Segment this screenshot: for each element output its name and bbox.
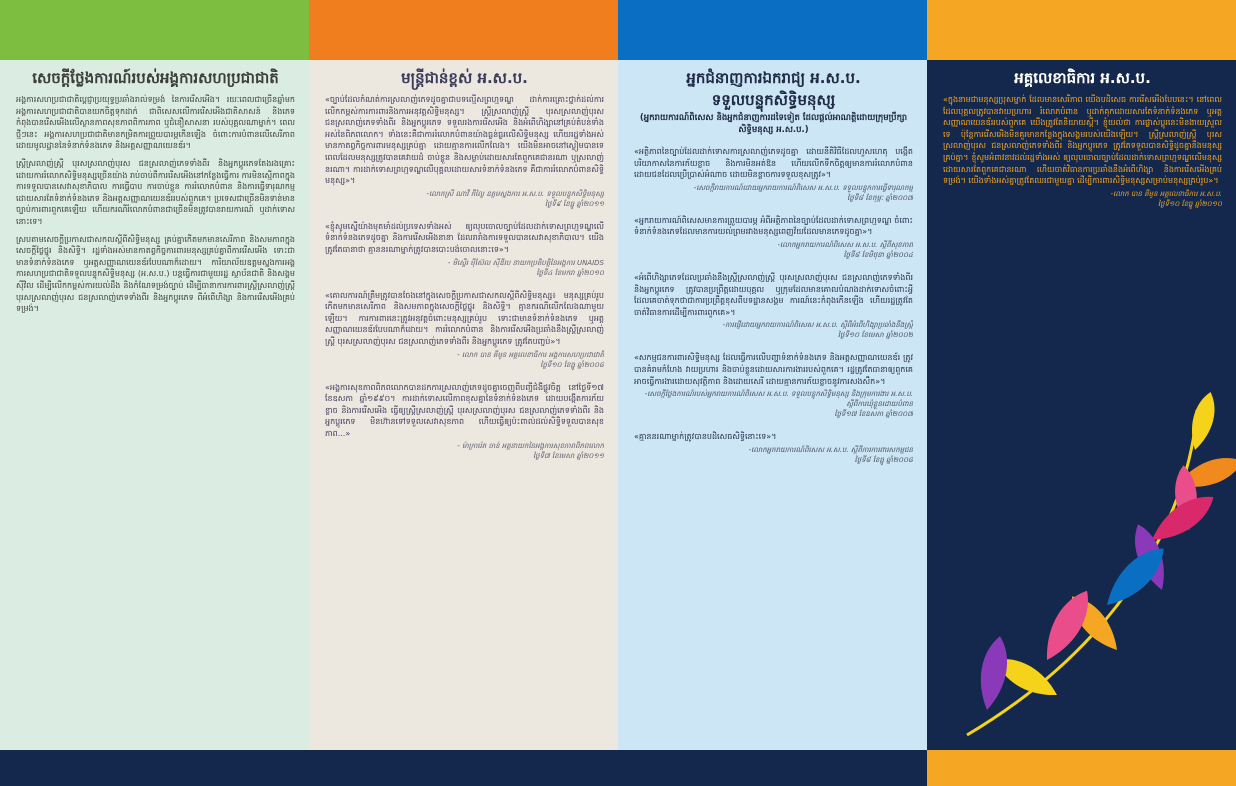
attribution-date: ថ្ងៃទី៨ ខែធ្នូ ឆ្នាំ២០០៨	[854, 455, 913, 464]
panel-independent-experts	[618, 0, 927, 786]
quote-text: «ខ្ញុំសូមស្នើយ៉ាងមុតមាំដល់ប្រទេសទាំងអស់ ឲ្យលុបចោលច្បាប់ដែលដាក់ទោសព្រហ្មទណ្ឌលើទំនាក់ទំនងភេទដូចគ្នា និងការរើសអើងនានា ដែលរារាំងការទទួលបានសេវាសុខាភិបាល។ យើងត្រូវតែធានាថា គ្មាននរណាម្នាក់ត្រូវបានបោះបង់ចោលនោះទេ»។	[325, 221, 604, 254]
attribution-name: -សេចក្ដីថ្លែងការណ៍របស់អ្នករាយការណ៍ពិសេស អ.ស.ប. ទទួលបន្ទុកសិទ្ធិមនុស្ស និងក្រុមការងារ អ.ស.ប. ស្ដីពីការឃុំខ្លួនដោយបំពាន	[644, 390, 913, 409]
quote-text: «គោលការណ៍ត្រឹមត្រូវបានចែងនៅក្នុងសេចក្ដីប្រកាសជាសកលស្ដីពីសិទ្ធិមនុស្ស៖ មនុស្សគ្រប់រូបកើតមកមានសេរីភាព និងសមភាពក្នុងសេចក្ដីថ្លៃថ្នូរ និងសិទ្ធិ។ គ្មានករណីលើកលែងណាមួយឡើយ។ ការការពារនេះត្រូវអនុវត្តចំពោះមនុស្សគ្រប់រូប ទោះជាមានទំនាក់ទំនងភេទ ឬអត្តសញ្ញាណយេនឌ័របែបណាក៏ដោយ។ ការរំលោភបំពាន និងការរើសអើងប្រឆាំងនឹងស្ត្រីស្រលាញ់ស្ត្រី បុរសស្រលាញ់បុរស ជនស្រលាញ់ភេទទាំងពីរ និងអ្នកប្ដូរភេទ ត្រូវតែបញ្ចប់»។	[325, 290, 604, 346]
paragraph: ស្របតាមសេចក្ដីប្រកាសជាសកលស្ដីពីសិទ្ធិមនុស្ស គ្រប់គ្នាកើតមកមានសេរីភាព និងសមភាពក្នុងសេចក្ដីថ្លៃថ្នូរ និងសិទ្ធិ។ រដ្ឋទាំងអស់មានកាតព្វកិច្ចការពារមនុស្សគ្រប់គ្នាពីការរើសអើង ទោះជាមានទំនាក់ទំនងភេទ ឬអត្តសញ្ញាណយេនឌ័របែបណាក៏ដោយ។ ការិយាល័យឧត្ដមស្នងការអង្គការសហប្រជាជាតិទទួលបន្ទុកសិទ្ធិមនុស្ស (អ.ស.ប.) បន្តធ្វើការជាមួយរដ្ឋ ស្ថាប័នជាតិ និងសង្គមស៊ីវិល ដើម្បីលើកកម្ពស់ការយល់ដឹង និងកំណែទម្រង់ច្បាប់ ដើម្បីធានាការការពារស្ត្រីស្រលាញ់ស្ត្រី បុរសស្រលាញ់បុរស ជនស្រលាញ់ភេទទាំងពីរ និងអ្នកប្ដូរភេទ ពីអំពើហិង្សា និងការរើសអើងគ្រប់ទម្រង់។	[16, 234, 295, 314]
panel-content	[943, 68, 1222, 746]
attribution-name: -លោកស្រី ណាវី ភីល្លៃ ឧត្ដមស្នងការ អ.ស.ប. ទទួលបន្ទុកសិទ្ធិមនុស្ស	[426, 189, 604, 198]
attribution-date: ថ្ងៃទី១០ ខែធ្នូ ឆ្នាំ២០០៨	[540, 360, 604, 369]
attribution-date: ថ្ងៃទី១៧ ខែឧសភា ឆ្នាំ២០០៧	[834, 410, 913, 419]
quote-text: «សកម្មជនការពារសិទ្ធិមនុស្ស ដែលធ្វើការលើបញ្ហាទំនាក់ទំនងភេទ និងអត្តសញ្ញាណយេនឌ័រ ត្រូវបានគំរាមកំហែង វាយប្រហារ និងចាប់ខ្លួនដោយសារការងាររបស់ពួកគេ។ រដ្ឋត្រូវតែធានាឲ្យពួកគេអាចធ្វើការងារដោយសុវត្ថិភាព និងដោយសេរី ដោយគ្មានការភ័យខ្លាចនូវការសងសឹក»។	[634, 353, 913, 386]
attribution-name: -លោកអ្នករាយការណ៍ពិសេស អ.ស.ប. ស្ដីពីសុខភាព	[777, 240, 913, 249]
top-color-bar-green	[0, 0, 309, 60]
paragraph: អង្គការសហប្រជាជាតិប្ដេជ្ញាប្រយុទ្ធប្រឆាំងរាល់ទម្រង់ នៃការរើសអើង។ រយៈពេលជាច្រើនឆ្នាំមក អង្គការសហប្រជាជាតិបានយកចិត្តទុកដាក់ ជាពិសេសលើការរើសអើងជាតិសាសន៍ និងភេទ កំពុងបានរើសអើងលើស្ថានភាពសុខភាពពិការភាព ឬជំនឿសាសនា របស់បុគ្គលណាម្នាក់។ ពេលថ្មីៗនេះ អង្គការសហប្រជាជាតិមានកម្រិតការព្រួយបារម្ភកើនឡើង ចំពោះការបំពានលើសេរីភាពដោយមូលដ្ឋាននៃទំនាក់ទំនងភេទ និងអត្តសញ្ញាណយេនឌ័រ។	[16, 95, 295, 151]
attribution-name: - ម៉ាក្រារ៉េត ចាន់ អគ្គនាយកនៃអង្គការសុខភាពពិភពលោក	[457, 442, 604, 451]
panel-content	[16, 68, 295, 746]
panel-title: សេចក្ដីថ្លែងការណ៍របស់អង្គការសហប្រជាជាតិ	[32, 69, 279, 87]
top-color-bar-amber	[927, 0, 1236, 60]
quote-attribution	[634, 445, 913, 465]
bottom-color-bar-navy	[0, 750, 309, 786]
quote-text: «អំពើហិង្សាភេទដែលប្រឆាំងនឹងស្ត្រីស្រលាញ់ស្ត្រី បុរសស្រលាញ់បុរស ជនស្រលាញ់ភេទទាំងពីរ និងអ្នកប្ដូរភេទ ត្រូវបានប្រព្រឹត្តដោយបុគ្គល ឬក្រុមដែលមានគោលបំណងដាក់ទោសចំពោះអ្វីដែលគេចាត់ទុកថាជាការប្រព្រឹត្តខុសពីបទដ្ឋានសង្គម ការណ៍នេះកំពុងកើនឡើង ហើយរដ្ឋត្រូវតែចាត់វិធានការដើម្បីការពារពួកគេ»។	[634, 272, 913, 317]
quote-text: «ក្នុងនាមជាមនុស្សប្រុសម្នាក់ ដែលមានសេរីភាព យើងបដិសេធ ការរើសអើងបែបនេះ។ នៅពេលដែលបុគ្គលត្រូវបានវាយប្រហារ រំលោភបំពាន ឬដាក់គុកដោយសារតែទំនាក់ទំនងភេទ ឬអត្តសញ្ញាណយេនឌ័ររបស់ពួកគេ យើងត្រូវតែនិយាយស្ដី។ ខ្ញុំយល់ថា ការផ្លាស់ប្ដូរនេះមិនងាយស្រួលទេ ប៉ុន្តែការរើសអើងមិនគួរមានកន្លែងក្នុងសង្គមរបស់យើងឡើយ។ ស្ត្រីស្រលាញ់ស្ត្រី បុរសស្រលាញ់បុរស ជនស្រលាញ់ភេទទាំងពីរ និងអ្នកប្ដូរភេទ ត្រូវតែទទួលបានសិទ្ធិដូចគ្នានឹងមនុស្សគ្រប់គ្នា។ ខ្ញុំសូមអំពាវនាវដល់រដ្ឋទាំងអស់ ឲ្យលុបចោលច្បាប់ដែលដាក់ទោសព្រហ្មទណ្ឌលើមនុស្សដោយសារតែពួកគេជានរណា ហើយចាត់វិធានការប្រឆាំងនឹងអំពើហិង្សា និងការរើសអើងគ្រប់ទម្រង់។ យើងទាំងអស់គ្នាត្រូវតែឈរជាមួយគ្នា ដើម្បីការពារសិទ្ធិមនុស្សសម្រាប់មនុស្សគ្រប់រូប»។	[943, 95, 1222, 186]
panel-senior-officials	[309, 0, 618, 786]
quote-attribution	[634, 240, 913, 260]
top-color-bar-orange	[309, 0, 618, 60]
quote-text: «គ្មាននរណាម្នាក់ត្រូវបានបដិសេធសិទ្ធិនោះទេ»។	[634, 432, 777, 442]
attribution-date: ថ្ងៃទី១០ ខែមេសា ឆ្នាំ២០០២	[837, 331, 913, 340]
bottom-color-bar-navy	[309, 750, 618, 786]
panel-content	[325, 68, 604, 746]
top-color-bar-blue	[618, 0, 927, 60]
attribution-name: -សេចក្ដីរាយការណ៍ដោយអ្នករាយការណ៍ពិសេស អ.ស.ប. ទទួលបន្ទុកការធ្វើទារុណកម្ម	[693, 183, 913, 192]
panel-content	[634, 68, 913, 746]
panel-secretary-general	[927, 0, 1236, 786]
quote-attribution	[634, 183, 913, 203]
attribution-name: - លោក បាន គីមូន អគ្គលេខាធិការ អង្គការសហប្រជាជាតិ	[457, 350, 604, 359]
panel-title-line1: អ្នកជំនាញការឯករាជ្យ អ.ស.ប.	[686, 69, 861, 87]
attribution-date: ថ្ងៃទី៩ ខែធ្នូ ឆ្នាំ២០១១	[544, 199, 604, 208]
bottom-color-bar-amber	[927, 750, 1236, 786]
quote-attribution	[325, 350, 604, 370]
quote-attribution	[325, 189, 604, 209]
attribution-name: -លោក បាន គីមូន អគ្គលេខាធិការ អ.ស.ប.	[1110, 189, 1222, 198]
panel-title: មន្ត្រីជាន់ខ្ពស់ អ.ស.ប.	[401, 69, 528, 87]
panel-un-statement	[0, 0, 309, 786]
panel-title-line2: ទទួលបន្ទុកសិទ្ធិមនុស្ស	[711, 91, 836, 109]
quote-text: «អត្ថិភាពនៃច្បាប់ដែលដាក់ទោសការស្រលាញ់ភេទដូចគ្នា ដោយនីតិវិធីដែលហួសហេតុ បង្កើតបរិយាកាសនៃការភ័យខ្លាច និងការមិនអត់ឱន ហើយលើកទឹកចិត្តឲ្យមានការរំលោភបំពានដោយជនដែលប្រើប្រាស់អំណាច ដោយមិនខ្លាចការទទួលខុសត្រូវ»។	[634, 147, 913, 180]
quote-attribution	[325, 258, 604, 278]
attribution-date: ថ្ងៃទី៧ ខែមេសា ឆ្នាំ២០១១	[532, 452, 604, 461]
paragraph: ស្ត្រីស្រលាញ់ស្ត្រី បុរសស្រលាញ់បុរស ជនស្រលាញ់ភេទទាំងពីរ និងអ្នកប្ដូរភេទតែងរងគ្រោះដោយការរំលោភសិទ្ធិមនុស្សច្រើនយ៉ាង រាប់ចាប់ពីការរើសអើងនៅកន្លែងធ្វើការ ការមិនស្មើភាពក្នុងការទទួលបានសេវាសុខាភិបាល ការធ្វើបាប ការចាប់ខ្លួន ការរំលោភបំពាន និងការធ្វើទារុណកម្មដោយសារតែទំនាក់ទំនងភេទ និងអត្តសញ្ញាណយេនឌ័ររបស់ពួកគេ។ ប្រទេសជាច្រើនមិនទាន់មានច្បាប់ការពារពួកគេឡើយ ហើយករណីរំលោភបំពានជាច្រើនមិនត្រូវបានរាយការណ៍ ឬដាក់ទោសនោះទេ។	[16, 158, 295, 226]
quote-attribution	[325, 441, 604, 461]
attribution-name: -ការផ្ញើដោយអ្នករាយការណ៍ពិសេស អ.ស.ប. ស្ដីពីអំពើហិង្សាប្រឆាំងនឹងស្ត្រី	[722, 321, 913, 330]
panel-subtitle: (អ្នករាយការណ៍ពិសេស និងអ្នកជំនាញការដទៃទៀត ដែលផ្ដល់អាណត្តិដោយក្រុមប្រឹក្សាសិទ្ធិមនុស្ស អ.ស.ប.)	[639, 113, 908, 135]
attribution-name: - មិស្ទើរ ម៉ីស៊ែល ស៊ីឌីបេ នាយកប្រតិបត្តិនៃអង្គការ UNAIDS	[447, 258, 604, 267]
quote-attribution	[634, 320, 913, 340]
quote-text: «ច្បាប់ដែលកំណត់ការស្រលាញ់ភេទដូចគ្នាជាបទល្មើសព្រហ្មទណ្ឌ ដាក់ការគ្រោះថ្នាក់ដល់ការលើកកម្ពស់ការការពារនិងការអនុវត្តសិទ្ធិមនុស្ស។ ស្ត្រីស្រលាញ់ស្ត្រី បុរសស្រលាញ់បុរស ជនស្រលាញ់ភេទទាំងពីរ និងអ្នកប្ដូរភេទ ទទួលរងការរើសអើង និងអំពើហិង្សានៅគ្រប់តំបន់ទាំងអស់នៃពិភពលោក។ ទាំងនេះគឺជាការរំលោភបំពានយ៉ាងធ្ងន់ធ្ងរលើសិទ្ធិមនុស្ស ហើយរដ្ឋទាំងអស់មានកាតព្វកិច្ចការពារមនុស្សគ្រប់គ្នា ដោយគ្មានការលើកលែង។ យើងមិនអាចនៅស្ងៀមបានទេ ពេលដែលមនុស្សត្រូវបានគេវាយដំ ចាប់ខ្លួន និងសម្លាប់ដោយសារតែពួកគេជានរណា ឬស្រលាញ់នរណា។ ការដាក់ទោសព្រហ្មទណ្ឌលើបុគ្គលដោយសារទំនាក់ទំនងភេទ គឺជាការរំលោភបំពានសិទ្ធិមនុស្ស»។	[325, 95, 604, 186]
quote-text: «អង្គការសុខភាពពិភពលោកបានដកការស្រលាញ់ភេទដូចគ្នាចេញពីបញ្ជីជំងឺផ្លូវចិត្ត នៅថ្ងៃទី១៧ ខែឧសភា ឆ្នាំ១៩៩០។ ការដាក់ទោសលើភាពខុសគ្នានៃទំនាក់ទំនងភេទ ដោយបង្កើតការភ័យខ្លាច និងការរើសអើង ធ្វើឲ្យស្ត្រីស្រលាញ់ស្ត្រី បុរសស្រលាញ់បុរស ជនស្រលាញ់ភេទទាំងពីរ និងអ្នកប្ដូរភេទ មិនហ៊ានទៅទទួលសេវាសុខភាព ហើយធ្វើឲ្យប៉ះពាល់ដល់សិទ្ធិទទួលបានសុខភាព...»	[325, 382, 604, 438]
bottom-color-bar-navy	[618, 750, 927, 786]
quote-attribution	[943, 189, 1222, 209]
panel-title: អគ្គលេខាធិការ អ.ស.ប.	[1014, 69, 1151, 87]
attribution-date: ថ្ងៃទី៨ ខែកុម្ភៈ ឆ្នាំ២០០៧	[847, 193, 913, 202]
attribution-date: ថ្ងៃទី៨ ខែមិថុនា ឆ្នាំ២០០៤	[843, 250, 913, 259]
attribution-date: ថ្ងៃទី៤ ខែមករា ឆ្នាំ២០១០	[536, 268, 604, 277]
attribution-name: -លោកអ្នករាយការណ៍ពិសេស អ.ស.ប. ស្ដីពីការការពារសកម្មជន	[748, 445, 913, 454]
attribution-date: ថ្ងៃទី១០ ខែធ្នូ ឆ្នាំ២០១០	[1157, 199, 1222, 208]
quote-text: «អ្នករាយការណ៍ពិសេសមានការព្រួយបារម្ភ អំពីអត្ថិភាពនៃច្បាប់ដែលដាក់ទោសព្រហ្មទណ្ឌ ចំពោះទំនាក់ទំនងភេទដែលមានការយល់ព្រមរវាងមនុស្សពេញវ័យដែលមានភេទដូចគ្នា»។	[634, 215, 913, 237]
quote-attribution	[634, 389, 913, 419]
